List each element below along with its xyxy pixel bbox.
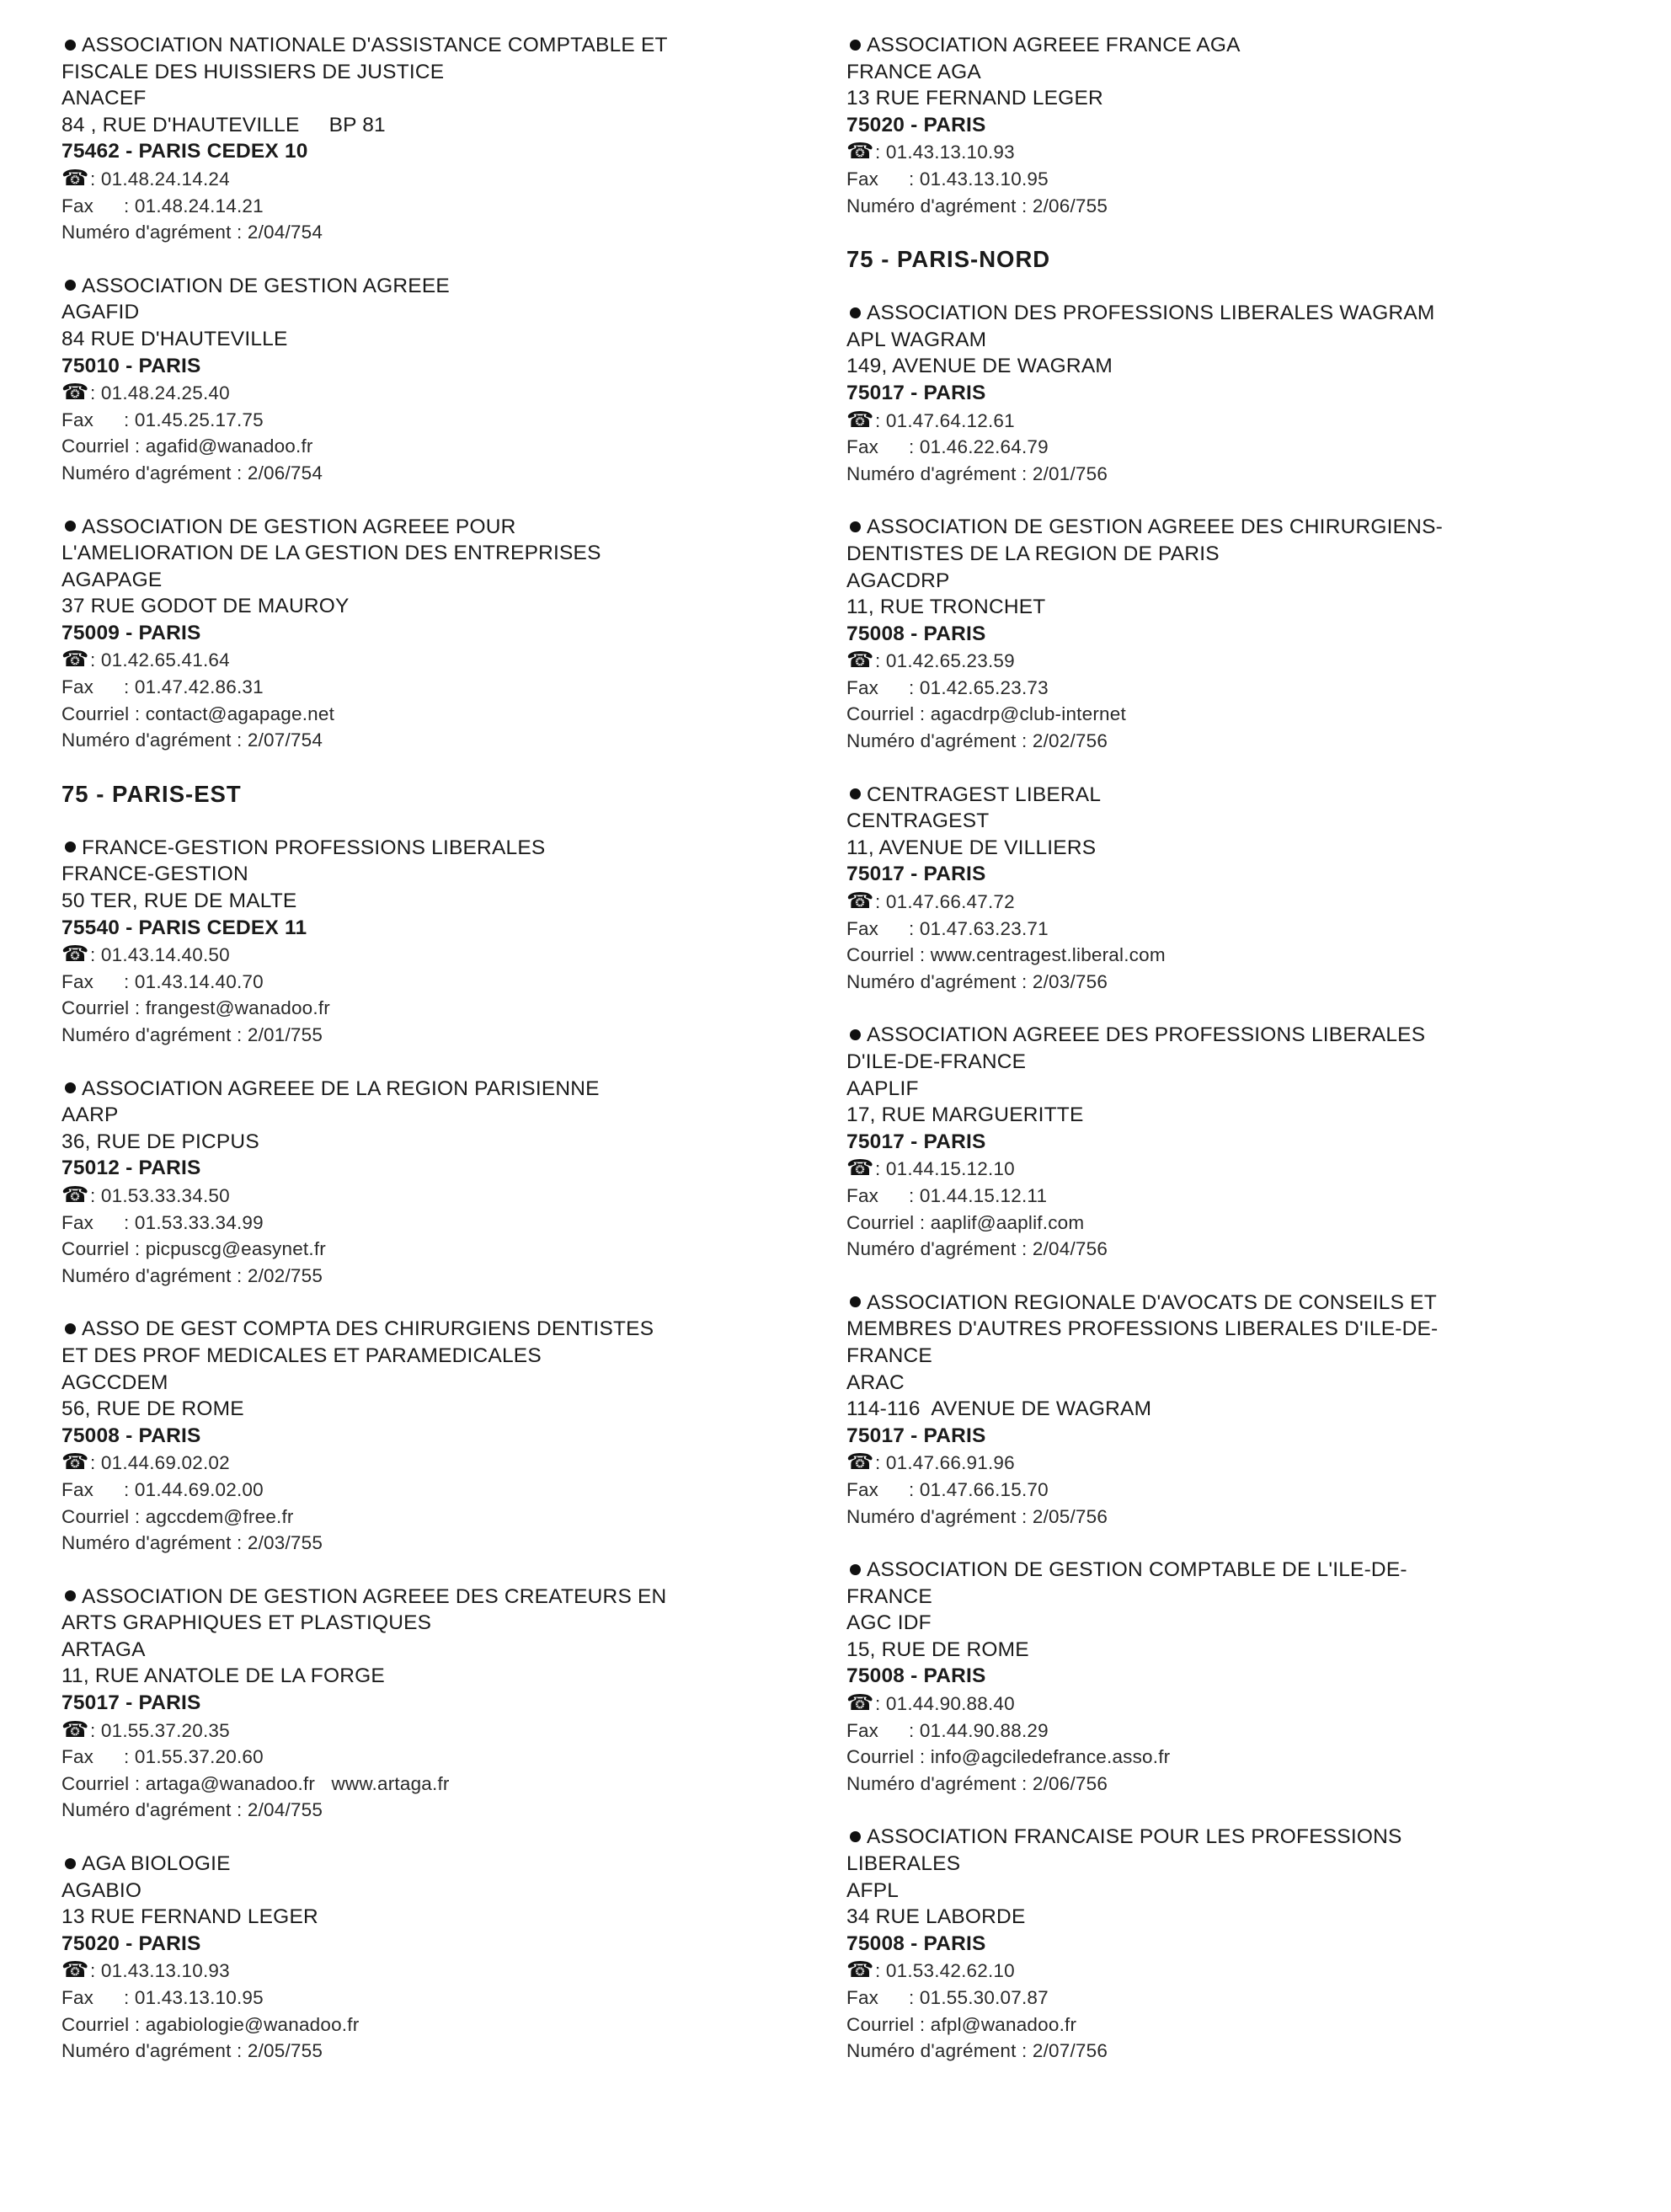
entry-name-line: [846, 514, 1604, 541]
entry-email: Courriel : agafid@wanadoo.fr: [61, 435, 313, 457]
entry-address: 17, RUE MARGUERITTE: [846, 1103, 1084, 1127]
entry-phone: [846, 1449, 1604, 1477]
entry-address: 50 TER, RUE DE MALTE: [61, 890, 297, 913]
fax-number: : 01.55.37.20.60: [124, 1746, 264, 1768]
entry-name: ASSOCIATION AGREEE DE LA REGION PARISIENNE: [82, 1077, 600, 1100]
entry-fax: [61, 1985, 819, 2012]
telephone-icon: ☎: [61, 1449, 89, 1475]
phone-number: : 01.43.13.10.93: [90, 1960, 230, 1982]
telephone-icon: ☎: [846, 1449, 874, 1475]
entry-city: 75017 - PARIS: [846, 863, 986, 886]
entry-phone: [61, 165, 819, 193]
entry-phone: [846, 647, 1604, 675]
directory-entry: [61, 835, 819, 1049]
entry-name: ASSOCIATION AGREEE FRANCE AGA: [867, 34, 1241, 56]
section-heading: 75 - PARIS-NORD: [846, 246, 1051, 273]
phone-number: : 01.44.69.02.02: [90, 1452, 230, 1474]
fax-label: Fax: [61, 676, 94, 698]
entry-name: ASSOCIATION FRANCAISE POUR LES PROFESSIONS: [867, 1825, 1402, 1849]
entry-agrement: Numéro d'agrément : 2/05/756: [846, 1505, 1108, 1527]
entry-agrement: Numéro d'agrément : 2/06/756: [846, 1772, 1108, 1794]
phone-number: : 01.42.65.41.64: [90, 649, 230, 671]
entry-name-line: [61, 273, 819, 300]
phone-number: : 01.53.42.62.10: [875, 1960, 1015, 1982]
entry-name: CENTRAGEST LIBERAL: [867, 783, 1102, 806]
fax-number: : 01.45.25.17.75: [124, 409, 264, 430]
telephone-icon: ☎: [61, 164, 89, 190]
fax-number: : 01.47.63.23.71: [909, 917, 1049, 939]
directory-entry: [61, 1076, 819, 1290]
fax-label: Fax: [846, 436, 879, 458]
entry-abbreviation: AAPLIF: [846, 1077, 919, 1100]
entry-fax: [846, 1183, 1604, 1210]
entry-name: L'AMELIORATION DE LA GESTION DES ENTREPRISES: [61, 542, 601, 565]
entry-city: 75017 - PARIS: [846, 1424, 986, 1447]
fax-label: Fax: [846, 1478, 879, 1500]
entry-name: ASSOCIATION AGREEE DES PROFESSIONS LIBERALES: [867, 1023, 1426, 1047]
fax-number: : 01.55.30.07.87: [909, 1987, 1049, 2008]
entry-agrement: Numéro d'agrément : 2/02/756: [846, 730, 1108, 752]
entry-abbreviation: AGC IDF: [846, 1611, 932, 1635]
entry-email: Courriel : frangest@wanadoo.fr: [61, 997, 330, 1019]
fax-label: Fax: [61, 1987, 94, 2008]
directory-entry: [846, 300, 1604, 487]
entry-address: 13 RUE FERNAND LEGER: [846, 87, 1103, 110]
phone-number: : 01.44.90.88.40: [875, 1693, 1015, 1715]
directory-entry: [846, 1022, 1604, 1262]
entry-phone: [846, 407, 1604, 435]
entry-name: ASSOCIATION DE GESTION COMPTABLE DE L'ILE-DE-: [867, 1558, 1407, 1582]
phone-number: : 01.42.65.23.59: [875, 650, 1015, 672]
directory-entry: [61, 1851, 819, 2065]
entry-name: D'ILE-DE-FRANCE: [846, 1050, 1027, 1073]
entry-phone: [846, 1957, 1604, 1985]
telephone-icon: ☎: [846, 888, 874, 914]
directory-entry: [846, 782, 1604, 996]
entry-fax: [846, 1718, 1604, 1744]
directory-entry: [61, 32, 819, 246]
entry-name: ASSOCIATION NATIONALE D'ASSISTANCE COMPTABLE ET: [82, 34, 668, 56]
entry-address: 36, RUE DE PICPUS: [61, 1130, 259, 1153]
entry-fax: [61, 1477, 819, 1504]
telephone-icon: ☎: [61, 1957, 89, 1983]
fax-number: : 01.43.14.40.70: [124, 970, 264, 992]
fax-label: Fax: [846, 1184, 879, 1206]
entry-city: 75008 - PARIS: [61, 1424, 201, 1447]
phone-number: : 01.48.24.14.24: [90, 168, 230, 190]
entry-abbreviation: AGAFID: [61, 301, 140, 324]
entry-fax: [846, 166, 1604, 193]
entry-name-line: [846, 1343, 1604, 1370]
entry-email: Courriel : agccdem@free.fr: [61, 1505, 294, 1527]
entry-address: 34 RUE LABORDE: [846, 1905, 1026, 1929]
entry-name: ASSOCIATION DE GESTION AGREEE DES CREATEURS EN: [82, 1584, 667, 1608]
bullet-icon: [850, 1029, 861, 1040]
entry-name-line: [846, 782, 1604, 809]
entry-agrement: Numéro d'agrément : 2/01/755: [61, 1024, 323, 1045]
phone-number: : 01.43.14.40.50: [90, 944, 230, 966]
fax-number: : 01.43.13.10.95: [909, 168, 1049, 190]
entry-name-line: [61, 1584, 819, 1611]
telephone-icon: ☎: [61, 379, 89, 405]
fax-label: Fax: [846, 917, 879, 939]
entry-fax: [846, 1477, 1604, 1504]
fax-label: Fax: [61, 1746, 94, 1768]
entry-name: DENTISTES DE LA REGION DE PARIS: [846, 542, 1220, 565]
entry-agrement: Numéro d'agrément : 2/07/756: [846, 2040, 1108, 2062]
entry-name: ASSOCIATION DE GESTION AGREEE POUR: [82, 515, 516, 538]
fax-label: Fax: [61, 195, 94, 216]
telephone-icon: ☎: [61, 941, 89, 967]
bullet-icon: [65, 1323, 76, 1334]
bullet-icon: [850, 788, 861, 799]
telephone-icon: ☎: [846, 406, 874, 432]
entry-fax: [846, 1985, 1604, 2012]
left-column: [61, 32, 819, 2092]
entry-agrement: Numéro d'agrément : 2/01/756: [846, 462, 1108, 484]
entry-city: 75008 - PARIS: [846, 622, 986, 645]
entry-name: LIBERALES: [846, 1852, 961, 1876]
entry-phone: [846, 888, 1604, 916]
phone-number: : 01.55.37.20.35: [90, 1719, 230, 1741]
entry-name-line: [61, 1610, 819, 1637]
entry-name-line: [846, 1316, 1604, 1343]
entry-agrement: Numéro d'agrément : 2/02/755: [61, 1264, 323, 1286]
entry-abbreviation: AGACDRP: [846, 569, 950, 592]
phone-number: : 01.44.15.12.10: [875, 1158, 1015, 1180]
bullet-icon: [850, 1296, 861, 1307]
entry-name: FISCALE DES HUISSIERS DE JUSTICE: [61, 60, 445, 83]
entry-name: ASSOCIATION DE GESTION AGREEE DES CHIRURGIENS-: [867, 516, 1443, 539]
entry-agrement: Numéro d'agrément : 2/04/756: [846, 1238, 1108, 1260]
entry-name: ASSO DE GEST COMPTA DES CHIRURGIENS DENTISTES: [82, 1317, 654, 1341]
entry-name-line: [846, 1557, 1604, 1584]
directory-entry: [61, 273, 819, 487]
entry-address: 15, RUE DE ROME: [846, 1638, 1029, 1661]
fax-label: Fax: [846, 676, 879, 698]
fax-label: Fax: [61, 409, 94, 430]
phone-number: : 01.48.24.25.40: [90, 382, 230, 404]
entry-email: Courriel : artaga@wanadoo.fr www.artaga.fr: [61, 1772, 450, 1794]
fax-label: Fax: [61, 1211, 94, 1233]
entry-name-line: [846, 1049, 1604, 1076]
entry-abbreviation: AGABIO: [61, 1878, 142, 1902]
entry-address: 11, RUE ANATOLE DE LA FORGE: [61, 1664, 385, 1688]
entry-agrement: Numéro d'agrément : 2/04/755: [61, 1799, 323, 1821]
entry-city: 75008 - PARIS: [846, 1664, 986, 1688]
directory-entry: [61, 1316, 819, 1556]
fax-number: : 01.43.13.10.95: [124, 1987, 264, 2008]
entry-city: 75020 - PARIS: [846, 113, 986, 136]
entry-abbreviation: AFPL: [846, 1878, 900, 1902]
entry-email: Courriel : contact@agapage.net: [61, 703, 335, 724]
entry-city: 75540 - PARIS CEDEX 11: [61, 916, 307, 939]
entry-city: 75012 - PARIS: [61, 1157, 201, 1180]
entry-name-line: [846, 1022, 1604, 1049]
entry-name: ASSOCIATION DE GESTION AGREEE: [82, 274, 450, 297]
fax-label: Fax: [61, 970, 94, 992]
directory-entry: [846, 32, 1604, 219]
entry-abbreviation: AGCCDEM: [61, 1370, 168, 1394]
entry-address: 84 RUE D'HAUTEVILLE: [61, 327, 288, 350]
fax-number: : 01.48.24.14.21: [124, 195, 264, 216]
fax-number: : 01.44.69.02.00: [124, 1478, 264, 1500]
entry-address: 56, RUE DE ROME: [61, 1397, 244, 1421]
fax-number: : 01.44.90.88.29: [909, 1719, 1049, 1741]
entry-agrement: Numéro d'agrément : 2/04/754: [61, 222, 323, 243]
entry-name: ASSOCIATION REGIONALE D'AVOCATS DE CONSEILS ET: [867, 1290, 1437, 1314]
entry-email: Courriel : agacdrp@club-internet: [846, 703, 1126, 725]
bullet-icon: [65, 1858, 76, 1869]
entry-name-line: [846, 541, 1604, 568]
entry-name-line: [61, 1851, 819, 1878]
entry-email: Courriel : agabiologie@wanadoo.fr: [61, 2013, 360, 2035]
entry-name: FRANCE-GESTION PROFESSIONS LIBERALES: [82, 836, 546, 859]
phone-number: : 01.47.66.47.72: [875, 891, 1015, 913]
entry-phone: [61, 941, 819, 969]
entry-phone: [846, 1690, 1604, 1718]
entry-abbreviation: AGAPAGE: [61, 568, 163, 591]
entry-fax: [61, 1210, 819, 1237]
bullet-icon: [65, 1590, 76, 1601]
entry-phone: [846, 138, 1604, 166]
entry-agrement: Numéro d'agrément : 2/06/754: [61, 462, 323, 484]
bullet-icon: [850, 40, 861, 51]
entry-name-line: [61, 835, 819, 862]
fax-number: : 01.46.22.64.79: [909, 436, 1049, 458]
directory-entry: [846, 514, 1604, 754]
entry-name-line: [846, 300, 1604, 327]
entry-email: Courriel : www.centragest.liberal.com: [846, 944, 1166, 966]
entry-name-line: [61, 32, 819, 59]
entry-address: 11, AVENUE DE VILLIERS: [846, 836, 1097, 859]
entry-name-line: [61, 514, 819, 541]
entry-name-line: [61, 1316, 819, 1343]
bullet-icon: [850, 307, 861, 318]
telephone-icon: ☎: [846, 1155, 874, 1181]
entry-name: AGA BIOLOGIE: [82, 1852, 231, 1876]
entry-name-line: [61, 59, 819, 86]
entry-abbreviation: CENTRAGEST: [846, 809, 990, 833]
directory-entry: [846, 1824, 1604, 2064]
entry-fax: [61, 1744, 819, 1771]
entry-address: 13 RUE FERNAND LEGER: [61, 1905, 318, 1929]
entry-city: 75017 - PARIS: [846, 381, 986, 404]
entry-abbreviation: APL WAGRAM: [846, 328, 987, 351]
entry-address: 84 , RUE D'HAUTEVILLE BP 81: [61, 113, 386, 136]
telephone-icon: ☎: [61, 1181, 89, 1207]
entry-abbreviation: FRANCE AGA: [846, 60, 981, 83]
entry-email: Courriel : info@agciledefrance.asso.fr: [846, 1746, 1171, 1768]
right-column: [846, 32, 1604, 2092]
entry-name-line: [846, 1824, 1604, 1851]
directory-entry: [61, 1584, 819, 1824]
bullet-icon: [65, 40, 76, 51]
entry-agrement: Numéro d'agrément : 2/07/754: [61, 729, 323, 751]
fax-number: : 01.53.33.34.99: [124, 1211, 264, 1233]
telephone-icon: ☎: [61, 646, 89, 672]
entry-city: 75010 - PARIS: [61, 354, 201, 377]
entry-agrement: Numéro d'agrément : 2/03/756: [846, 970, 1108, 992]
entry-fax: [846, 434, 1604, 461]
fax-label: Fax: [846, 168, 879, 190]
bullet-icon: [65, 1082, 76, 1093]
entry-name-line: [846, 1290, 1604, 1317]
entry-fax: [61, 969, 819, 996]
entry-abbreviation: AARP: [61, 1103, 119, 1127]
fax-number: : 01.44.15.12.11: [909, 1184, 1048, 1206]
bullet-icon: [850, 521, 861, 532]
entry-address: 11, RUE TRONCHET: [846, 596, 1046, 619]
fax-label: Fax: [61, 1478, 94, 1500]
directory-entry: [846, 1290, 1604, 1530]
entry-fax: [846, 916, 1604, 943]
fax-number: : 01.42.65.23.73: [909, 676, 1049, 698]
bullet-icon: [65, 280, 76, 291]
entry-city: 75008 - PARIS: [846, 1931, 986, 1955]
phone-number: : 01.47.64.12.61: [875, 409, 1015, 431]
bullet-icon: [850, 1564, 861, 1575]
entry-email: Courriel : afpl@wanadoo.fr: [846, 2013, 1077, 2035]
entry-phone: [61, 646, 819, 674]
fax-number: : 01.47.66.15.70: [909, 1478, 1049, 1500]
telephone-icon: ☎: [61, 1716, 89, 1742]
telephone-icon: ☎: [846, 647, 874, 673]
entry-phone: [61, 1717, 819, 1744]
telephone-icon: ☎: [846, 138, 874, 164]
entry-abbreviation: FRANCE-GESTION: [61, 863, 248, 886]
entry-abbreviation: ARTAGA: [61, 1638, 146, 1661]
entry-name: FRANCE: [846, 1584, 932, 1608]
entry-city: 75009 - PARIS: [61, 621, 201, 644]
entry-fax: [61, 674, 819, 701]
phone-number: : 01.43.13.10.93: [875, 142, 1015, 163]
entry-agrement: Numéro d'agrément : 2/05/755: [61, 2040, 323, 2062]
entry-name: ARTS GRAPHIQUES ET PLASTIQUES: [61, 1611, 432, 1635]
entry-phone: [846, 1155, 1604, 1183]
fax-label: Fax: [846, 1719, 879, 1741]
entry-city: 75462 - PARIS CEDEX 10: [61, 140, 308, 163]
bullet-icon: [850, 1831, 861, 1842]
telephone-icon: ☎: [846, 1690, 874, 1716]
entry-name-line: [61, 1076, 819, 1103]
fax-number: : 01.47.42.86.31: [124, 676, 264, 698]
directory-entry: [846, 1557, 1604, 1797]
entry-agrement: Numéro d'agrément : 2/03/755: [61, 1532, 323, 1554]
entry-name-line: [846, 32, 1604, 59]
entry-fax: [61, 193, 819, 220]
entry-city: 75020 - PARIS: [61, 1931, 201, 1955]
entry-phone: [61, 1957, 819, 1985]
telephone-icon: ☎: [846, 1957, 874, 1983]
entry-abbreviation: ARAC: [846, 1370, 905, 1394]
entry-city: 75017 - PARIS: [846, 1130, 986, 1153]
bullet-icon: [65, 842, 76, 852]
entry-city: 75017 - PARIS: [61, 1691, 201, 1715]
entry-agrement: Numéro d'agrément : 2/06/755: [846, 195, 1108, 216]
bullet-icon: [65, 521, 76, 532]
entry-address: 37 RUE GODOT DE MAUROY: [61, 595, 350, 618]
fax-label: Fax: [846, 1987, 879, 2008]
entry-name-line: [846, 1584, 1604, 1611]
entry-abbreviation: ANACEF: [61, 87, 147, 110]
directory-entry: [61, 514, 819, 754]
entry-name: ASSOCIATION DES PROFESSIONS LIBERALES WAGRAM: [867, 302, 1435, 325]
entry-phone: [61, 1449, 819, 1477]
entry-phone: [61, 379, 819, 407]
entry-fax: [846, 675, 1604, 702]
entry-fax: [61, 407, 819, 434]
section-heading: 75 - PARIS-EST: [61, 780, 242, 807]
entry-name: ET DES PROF MEDICALES ET PARAMEDICALES: [61, 1344, 542, 1367]
phone-number: : 01.53.33.34.50: [90, 1184, 230, 1206]
entry-name: MEMBRES D'AUTRES PROFESSIONS LIBERALES D'ILE-DE-: [846, 1317, 1439, 1341]
entry-email: Courriel : picpuscg@easynet.fr: [61, 1238, 326, 1260]
entry-address: 149, AVENUE DE WAGRAM: [846, 355, 1113, 378]
entry-name: FRANCE: [846, 1344, 932, 1367]
entry-address: 114-116 AVENUE DE WAGRAM: [846, 1397, 1152, 1421]
entry-name-line: [61, 1343, 819, 1370]
phone-number: : 01.47.66.91.96: [875, 1452, 1015, 1474]
entry-phone: [61, 1182, 819, 1210]
entry-name-line: [846, 1851, 1604, 1878]
entry-name-line: [61, 540, 819, 567]
entry-email: Courriel : aaplif@aaplif.com: [846, 1211, 1085, 1233]
